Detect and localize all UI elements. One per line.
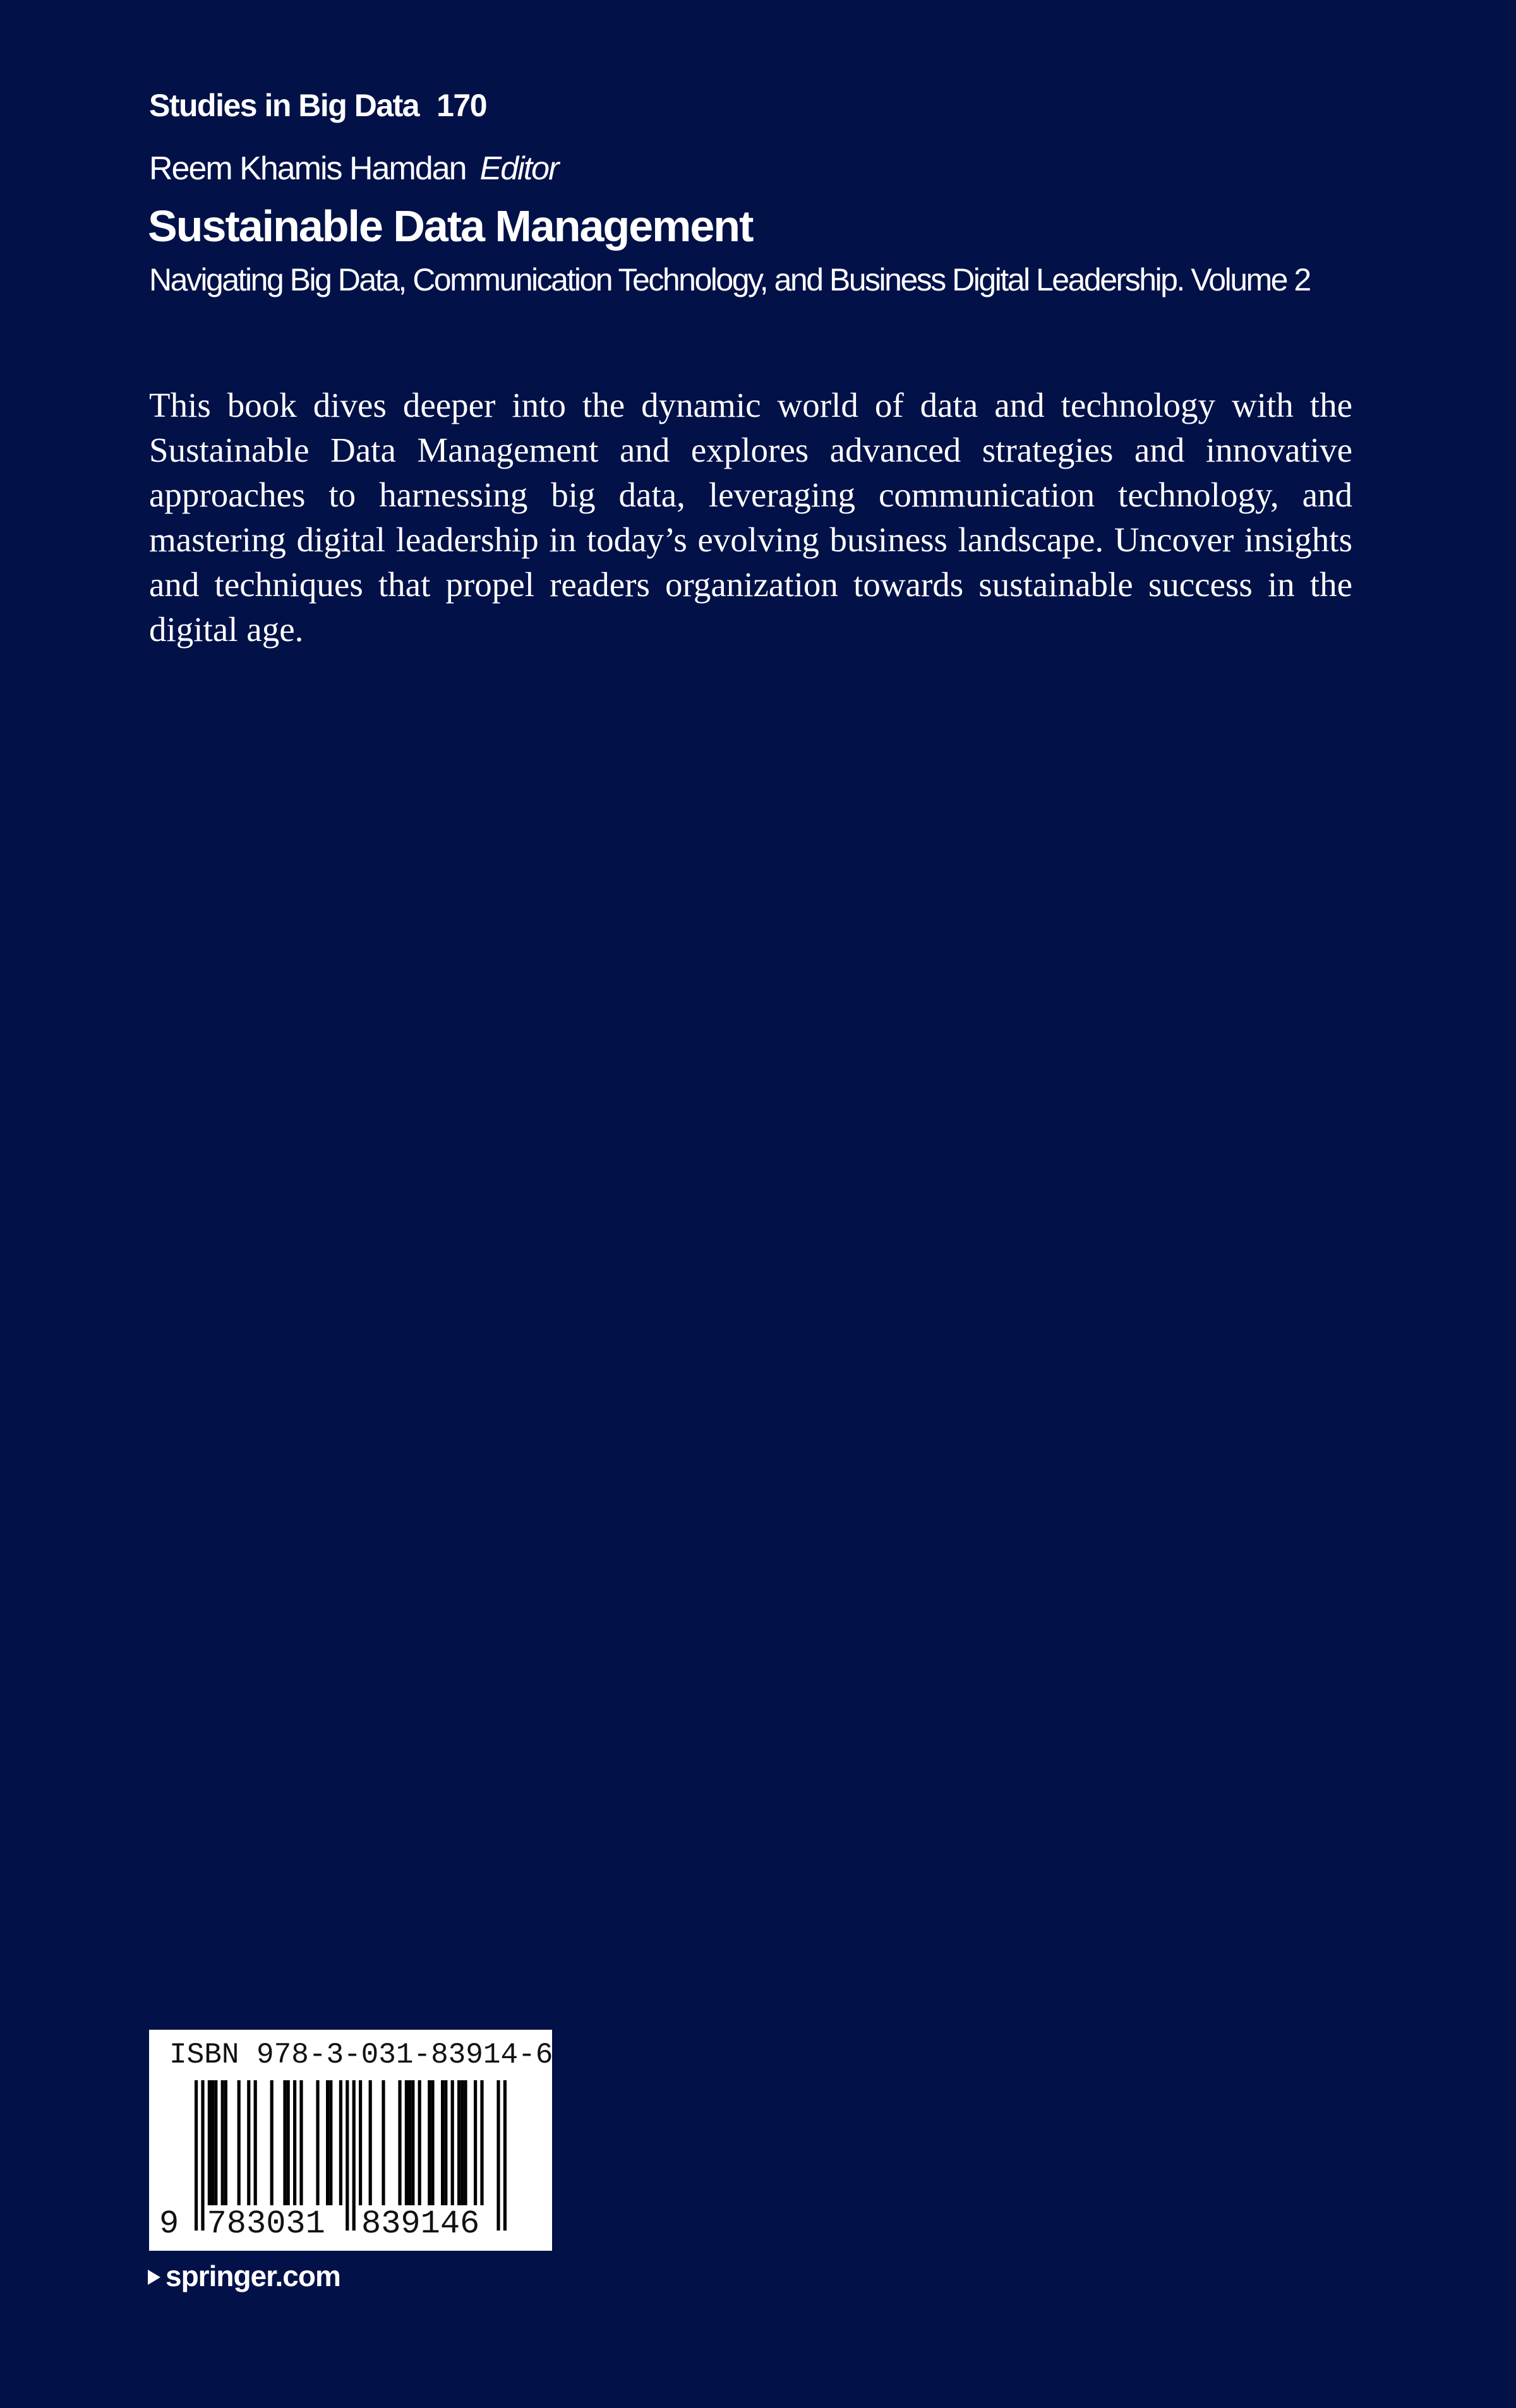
series-line (149, 81, 486, 130)
ean-right-group: 839146 (361, 2205, 480, 2243)
barcode-bar (214, 2080, 217, 2205)
barcode-bar (221, 2080, 224, 2205)
barcode-bar (451, 2080, 454, 2205)
publisher-link[interactable] (148, 2256, 340, 2296)
book-subtitle: Navigating Big Data, Communication Technology, and Business Digital Leadership. Volume 2 (149, 262, 1310, 297)
barcode-bar (201, 2080, 204, 2231)
barcode-bar (441, 2080, 444, 2205)
barcode-bar (316, 2080, 319, 2205)
arrow-right-icon (148, 2270, 160, 2285)
publisher-url[interactable]: springer.com (165, 2260, 340, 2292)
series-name: Studies in Big Data (149, 88, 419, 123)
barcode-bar (408, 2080, 411, 2205)
barcode-bar (418, 2080, 421, 2205)
isbn-label: ISBN 978-3-031-83914-6 (169, 2039, 553, 2071)
barcode-bar (195, 2080, 198, 2231)
barcode-bar (359, 2080, 362, 2205)
barcode-bar (352, 2080, 356, 2231)
barcode-bar (428, 2080, 431, 2205)
barcode-bar (431, 2080, 434, 2205)
barcode-bar (480, 2080, 483, 2205)
barcode-bar (369, 2080, 372, 2205)
editor-role: Editor (479, 150, 558, 187)
barcode-bar (457, 2080, 460, 2205)
barcode-bar (496, 2080, 500, 2231)
book-title: Sustainable Data Management (148, 201, 753, 251)
editor-name: Reem Khamis Hamdan (149, 150, 466, 187)
barcode-bar (474, 2080, 477, 2205)
book-blurb: This book dives deeper into the dynamic world of data and technology with the Sustainable Data Management and explores advanced strategies and innovative approaches to harnessing big data, leveraging communication technology, and mastering digital leadership in today’s evolving business landscape. Uncover insights and techniques that propel readers organization towards sustainable success in the digital age. (149, 386, 1352, 649)
barcode-bar (270, 2080, 274, 2205)
ean-first-digit: 9 (159, 2205, 179, 2243)
barcode-bar (299, 2080, 303, 2205)
barcode-bar (283, 2080, 286, 2205)
barcode-bar (464, 2080, 467, 2205)
barcode-bar (346, 2080, 349, 2231)
barcode-bar (293, 2080, 296, 2205)
barcode-bar (224, 2080, 227, 2205)
barcode-bar (460, 2080, 464, 2205)
barcode-bar (405, 2080, 408, 2205)
barcode-bar (411, 2080, 414, 2205)
barcode-bar (444, 2080, 447, 2205)
barcode-bar (254, 2080, 257, 2205)
barcode-bar (208, 2080, 211, 2205)
barcode-bar (329, 2080, 332, 2205)
isbn-barcode (149, 2030, 552, 2251)
barcode-bar (339, 2080, 342, 2205)
ean-left-group: 783031 (207, 2205, 325, 2243)
barcode-bar (211, 2080, 214, 2205)
barcode-bar (287, 2080, 290, 2205)
barcode-bar (503, 2080, 507, 2231)
barcode-bar (238, 2080, 241, 2205)
barcode-bar (382, 2080, 385, 2205)
barcode-bar (326, 2080, 329, 2205)
barcode-bar (247, 2080, 250, 2205)
series-number: 170 (436, 88, 487, 123)
barcode-bar (398, 2080, 401, 2205)
editor-line (149, 147, 558, 191)
